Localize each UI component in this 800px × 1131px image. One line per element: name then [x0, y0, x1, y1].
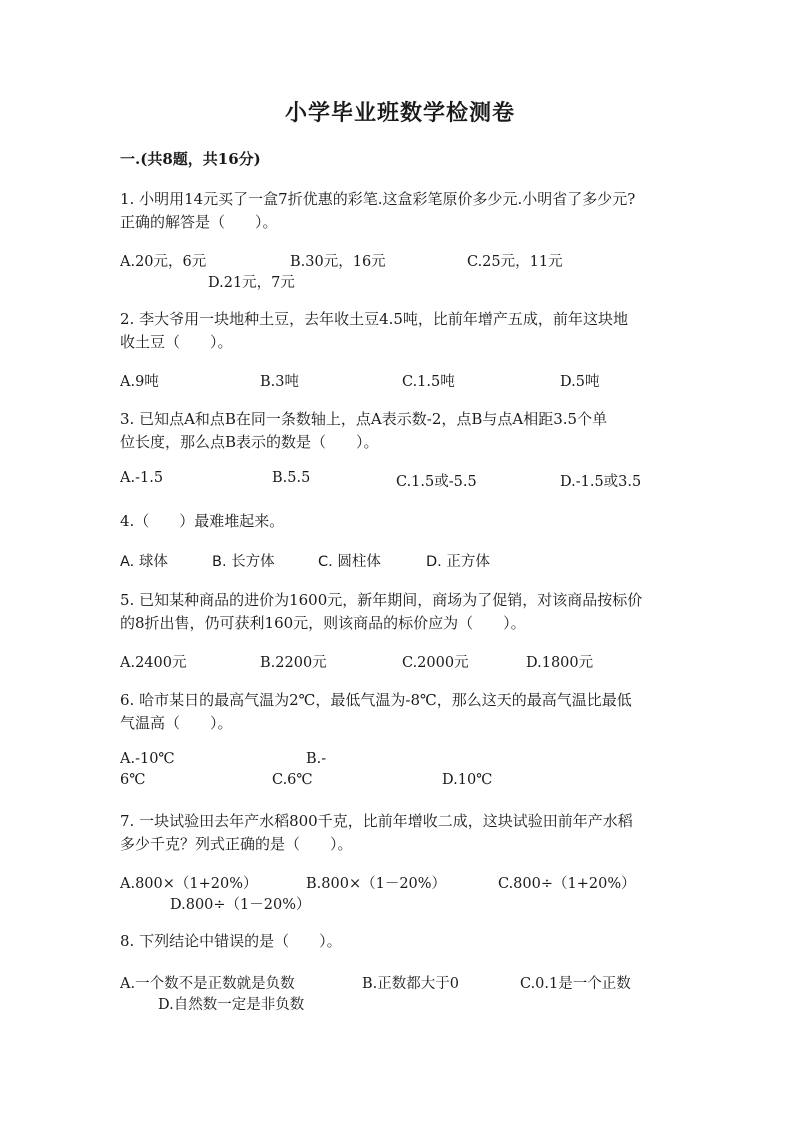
section-heading: 一.(共8题，共16分) [120, 150, 261, 168]
question-5-option-d[interactable]: D.1800元 [526, 655, 594, 671]
question-5-option-a[interactable]: A.2400元 [120, 655, 187, 671]
question-8 [120, 930, 695, 953]
question-2-option-c[interactable]: C.1.5吨 [402, 374, 455, 390]
question-7-options [120, 872, 700, 918]
question-2-option-d[interactable]: D.5吨 [560, 374, 600, 390]
question-4 [120, 510, 695, 533]
question-6-option-b[interactable]: B.- [306, 751, 327, 767]
question-8-option-a[interactable]: A.一个数不是正数就是负数 [120, 976, 295, 992]
question-3-option-d[interactable]: D.-1.5或3.5 [560, 474, 642, 490]
question-8-option-b[interactable]: B.正数都大于0 [362, 976, 459, 992]
question-1-options [120, 250, 700, 296]
question-4-option-d[interactable]: D. 正方体 [426, 554, 490, 570]
question-6 [120, 689, 695, 735]
question-6-line-1: 6. 哈市某日的最高气温为2℃，最低气温为-8℃，那么这天的最高气温比最低 [120, 691, 632, 709]
question-3-option-b[interactable]: B.5.5 [272, 470, 311, 486]
question-8-options [120, 972, 700, 1018]
question-3 [120, 408, 695, 454]
question-5 [120, 589, 695, 635]
question-7-line-2: 多少千克？列式正确的是（ ）。 [120, 835, 353, 853]
question-8-option-d[interactable]: D.自然数一定是非负数 [158, 997, 305, 1013]
question-2-line-1: 2. 李大爷用一块地种土豆，去年收土豆4.5吨，比前年增产五成，前年这块地 [120, 310, 628, 328]
question-6-option-a[interactable]: A.-10℃ [120, 751, 175, 767]
question-6-line-2: 气温高（ ）。 [120, 714, 233, 732]
question-6-option-c[interactable]: C.6℃ [272, 772, 313, 788]
question-4-line-1: 4.（ ）最难堆起来。 [120, 512, 285, 530]
question-1-option-c[interactable]: C.25元，11元 [467, 254, 563, 270]
question-3-option-c[interactable]: C.1.5或-5.5 [396, 474, 477, 490]
question-1 [120, 188, 695, 234]
question-6-option-d[interactable]: D.10℃ [442, 772, 493, 788]
question-6-options [120, 751, 700, 797]
question-1-option-d[interactable]: D.21元，7元 [208, 275, 295, 291]
question-1-line-2: 正确的解答是（ ）。 [120, 213, 278, 231]
question-3-line-1: 3. 已知点A和点B在同一条数轴上，点A表示数-2，点B与点A相距3.5个单 [120, 410, 608, 428]
question-7-option-b[interactable]: B.800×（1－20%） [306, 876, 447, 892]
question-8-line-1: 8. 下列结论中错误的是（ ）。 [120, 932, 342, 950]
question-5-line-1: 5. 已知某种商品的进价为1600元，新年期间，商场为了促销，对该商品按标价 [120, 591, 643, 609]
question-2-option-a[interactable]: A.9吨 [120, 374, 159, 390]
question-4-option-b[interactable]: B. 长方体 [212, 554, 275, 570]
question-2-line-2: 收土豆（ ）。 [120, 333, 233, 351]
question-2-option-b[interactable]: B.3吨 [260, 374, 299, 390]
question-7-option-d[interactable]: D.800÷（1－20%） [170, 897, 311, 913]
page-title: 小学毕业班数学检测卷 [284, 100, 515, 126]
question-4-option-c[interactable]: C. 圆柱体 [318, 554, 381, 570]
question-7-option-a[interactable]: A.800×（1+20%） [120, 876, 258, 892]
question-5-option-b[interactable]: B.2200元 [260, 655, 327, 671]
question-1-line-1: 1. 小明用14元买了一盒7折优惠的彩笔.这盒彩笔原价多少元.小明省了多少元? [120, 190, 636, 208]
question-4-option-a[interactable]: A. 球体 [120, 554, 168, 570]
question-5-line-2: 的8折出售，仍可获利160元，则该商品的标价应为（ ）。 [120, 614, 526, 632]
question-5-option-c[interactable]: C.2000元 [402, 655, 469, 671]
question-2 [120, 308, 695, 354]
question-7-option-c[interactable]: C.800÷（1+20%） [498, 876, 636, 892]
question-8-option-c[interactable]: C.0.1是一个正数 [520, 976, 631, 992]
question-7-line-1: 7. 一块试验田去年产水稻800千克，比前年增收二成，这块试验田前年产水稻 [120, 812, 633, 830]
question-1-option-b[interactable]: B.30元，16元 [290, 254, 386, 270]
question-3-option-a[interactable]: A.-1.5 [120, 470, 164, 486]
question-7 [120, 810, 695, 856]
question-3-line-2: 位长度，那么点B表示的数是（ ）。 [120, 433, 379, 451]
question-1-option-a[interactable]: A.20元，6元 [120, 254, 207, 270]
question-6-option-b-continued[interactable]: 6℃ [120, 772, 146, 788]
